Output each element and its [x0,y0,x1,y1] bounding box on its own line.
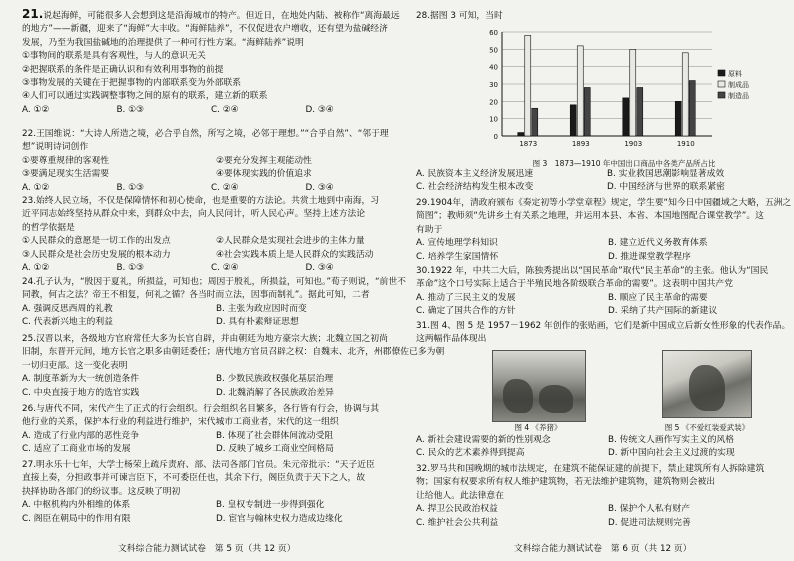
question-text: 有助于 [416,224,443,235]
option-a[interactable]: A. ①② [22,263,50,274]
answer-options [416,503,790,530]
option-d[interactable]: D. ③④ [305,104,334,115]
question-text: 孔子认为，“殷因于夏礼，所损益，可知也；周因于殷礼，所损益，可知也。”荀子则说，“前世不 [36,277,406,287]
bar-1910-1 [682,53,688,136]
answer-options [416,434,790,461]
bar-1873-1 [525,35,531,136]
answer-options [22,499,400,526]
statement: ④社会实践本质上是人民群众的实践活动 [216,249,374,260]
option-c[interactable]: C. 中央直接于地方的选官实践 [22,387,140,398]
statement: ③要满足现实生活需要 [22,169,110,180]
option-b[interactable]: B. 保护个人私有财产 [608,504,691,515]
question-number: 31. [416,321,430,331]
option-d[interactable]: D. 具有朴素辩证思想 [216,317,299,328]
answer-options [416,292,790,319]
answer-options [416,237,790,264]
y-tick-label: 30 [489,81,498,89]
legend-label: 制造品 [728,92,749,100]
option-b[interactable]: B. ①③ [116,104,144,115]
option-d[interactable]: D. 反映了城乡工商业空间格局 [216,444,334,455]
bar-chart [474,26,774,154]
statement: ②要充分发挥主观能动性 [216,155,312,166]
legend-label: 原料 [728,70,742,78]
question-27 [22,459,400,526]
chart-figure-3 [474,26,774,166]
option-c[interactable]: C. ②④ [211,182,239,193]
option-b[interactable]: B. 少数民族政权强化基层治理 [216,374,334,385]
question-text: 同教，何古之法？帝王不相复，何礼之循？各当时而立法，因事而制礼”。据此可知，二者 [22,290,370,301]
figure-5-image [662,350,752,418]
statement: ②人民群众是实现社会进步的主体力量 [216,236,365,247]
question-text: 让给他人。此法律意在 [416,490,504,501]
question-text: 革命”这个口号实际上适合于半殖民地各阶级联合革命的需要”。这表明中国共产党 [416,279,734,290]
figure-4-caption: 图 4 《养猪》 [514,423,562,432]
question-text: 罗马共和国晚期的城市法规定，在建筑不能保证建的前提下，禁止建筑所有人拆除建筑 [430,464,765,474]
question-28-intro [416,10,536,23]
question-text: 一切归吏部。这一变化表明 [22,360,128,371]
question-number: 30. [416,266,430,276]
option-c[interactable]: C. 适应了工商业市场的发展 [22,444,131,455]
question-text: 1904年，清政府颁布《奏定初等小学堂章程》规定，学生要“知今日中国疆域之大略，五洲之 [430,198,792,208]
y-tick-label: 40 [489,63,498,72]
option-b[interactable]: B. 顺应了民主革命的需要 [608,292,708,303]
option-d[interactable]: D. 新中国向社会主义过渡的实现 [608,448,735,459]
legend-swatch [718,70,725,76]
x-tick-label: 1873 [519,140,538,148]
option-a[interactable]: A. 造成了行业内部的恶性竞争 [22,430,140,441]
option-c[interactable]: C. 维护社会公共利益 [416,517,499,528]
bar-1903-1 [630,49,636,136]
question-text: 据图 3 可知，当时 [430,11,503,21]
option-c[interactable]: C. ②④ [211,104,239,115]
answer-options [22,262,400,275]
option-a[interactable]: A. 新社会建设需要的新的性别观念 [416,435,551,445]
bar-1903-2 [637,87,643,136]
statement: ②把握联系的条件是正确认识和有效利用事物的前提 [22,64,224,75]
question-text: 近平同志始终坚持从群众中来，到群众中去，向人民问计，听人民心声。坚持上述方法论 [22,209,366,220]
option-c[interactable]: C. 社会经济结构发生根本改变 [416,182,534,193]
option-a[interactable]: A. 推动了三民主义的发展 [416,292,516,303]
statement: ①要尊重规律的客观性 [22,155,110,166]
statement: ④人们可以通过实践调整事物之间的原有的联系，建立新的联系 [22,91,268,102]
question-text: 他行业的关系，保护本行业的利益进行维护，宋代城市工商业者，宋代的这一组织 [22,417,339,428]
option-d[interactable]: D. 北魏消解了各民族政治差异 [216,387,334,398]
option-c[interactable]: C. 培养学生家国情怀 [416,251,499,262]
x-tick-label: 1893 [571,140,590,148]
question-text: 的哲学依据是 [22,222,75,233]
question-number: 29. [416,198,430,208]
question-number: 27. [22,460,36,470]
statement: ③事物发展的关键在于把握事物的内部联系变为外部联系 [22,78,242,89]
question-32 [416,463,790,530]
statement: ④要体现实践的价值追求 [216,169,312,180]
answer-options [22,373,400,400]
question-text: 这两幅作品体现出 [416,334,487,345]
question-29 [416,197,790,264]
question-30 [416,265,790,319]
question-31 [416,320,790,347]
x-tick-label: 1910 [676,140,695,148]
bar-1873-0 [518,133,524,136]
question-text: 说起海鲜，可能很多人会想到这是沿海城市的特产。但近日，在地处内陆、被称作“离海最远 [43,11,400,21]
question-text: 直接上奏，分担政事并可谏言臣下，不可委臣任也，其余下行，阁臣负责于天下之人，故 [22,473,366,484]
question-text: 始终人民立场，不仅是保障情怀和初心使命，也是重要的方法论。共赏土地到中南海，习 [36,196,380,206]
option-a[interactable]: A. 宣传地理学科知识 [416,238,498,249]
answer-options [22,182,400,195]
option-b[interactable]: B. 建立近代义务教育体系 [608,238,708,249]
bar-1893-0 [570,105,576,136]
option-c[interactable]: C. 代表新兴地主的利益 [22,317,113,328]
question-25 [22,333,445,400]
y-tick-label: 10 [489,115,498,124]
option-a[interactable]: A. 强调反思西周的礼教 [22,303,113,314]
page-footer: 文科综合能力测试试卷 第 6 页（共 12 页） [514,544,692,554]
statement: ③人民群众是社会历史发展的根本动力 [22,249,171,260]
question-number: 26. [22,404,36,414]
option-d[interactable]: D. 推进课堂教学程序 [608,251,691,262]
question-text: 发展，乃至为我国盐碱地的治理提供了一种可行性方案。“海鲜陆养”说明 [22,37,304,48]
question-text: 的地方”——新疆，迎来了“海鲜”大丰收。“海鲜陆养”，不仅促进农户增收，还有望为盐碱经济 [22,24,388,35]
option-b[interactable]: B. 实业救国思潮影响显著成效 [607,169,725,179]
statement: ①事物间的联系是具有客观性，与人的意识无关 [22,51,206,62]
question-text: 物；国家有权要求所有权人维护建筑物，若无法维护建筑物，建筑物则会被出 [416,477,716,488]
question-26 [22,403,400,457]
question-24 [22,276,406,330]
question-number: 28. [416,11,430,21]
option-b[interactable]: B. ①③ [116,182,144,193]
option-b[interactable]: B. 皇权专制进一步得到强化 [216,500,325,511]
figure-4-image [492,350,586,422]
question-text: 王国维说：“大诗人所造之境，必合乎自然，所写之境，必邻于理想。”“合乎自然”、“邻于理 [36,129,389,139]
legend-swatch [718,81,725,87]
question-21 [22,8,400,117]
answer-options [22,104,400,117]
option-d[interactable]: D. 宦官与翰林史权力造成边缘化 [216,513,343,524]
option-a[interactable]: A. ①② [22,104,50,115]
question-text: 1922 年，中共二大后，陈独秀提出以“国民革命”取代“民主革命”的主张。他认为“国民 [430,266,769,276]
right-page [404,0,794,561]
y-tick-label: 50 [489,46,498,55]
question-text: 与唐代不同，宋代产生了正式的行会组织。行会组织名目繁多，各行皆有行会，协调与其 [36,404,380,414]
option-a[interactable]: A. 中枢机构内外相维的体系 [22,500,131,511]
question-23 [22,195,400,275]
bar-1893-2 [584,87,590,136]
option-c[interactable]: C. 阁臣在朝局中的作用有限 [22,513,131,524]
question-text: 明永乐十七年，大学士杨荣上疏斥责府、部、法司各部门官员。朱元帝批示：“天子近臣 [36,460,375,470]
option-a[interactable]: A. 民族资本主义经济发展迅速 [416,169,534,179]
answer-options [22,430,400,457]
page-footer: 文科综合能力测试试卷 第 5 页（共 12 页） [118,544,296,554]
question-text: 图 4、图 5 是 1957－1962 年创作的张贴画，它们是新中国成立后新女性形象的代表作品。 [430,321,791,331]
question-text: 简图”；教师须“先讲乡土有关系之地理，并运用本县、本省、本国地图配合课堂教学”。这 [416,211,764,222]
y-tick-label: 0 [493,133,498,141]
question-22 [22,128,400,195]
question-number: 21. [22,7,44,21]
option-d[interactable]: D. ③④ [305,263,334,274]
option-c[interactable]: C. ②④ [211,263,239,274]
question-31-options [416,434,790,461]
statement: ①人民群众的意愿是一切工作的出发点 [22,236,171,247]
option-c[interactable]: C. 民众的艺术素养得到提高 [416,448,525,459]
legend-label: 制成品 [728,81,749,89]
option-d[interactable]: D. 中国经济与世界的联系紧密 [607,182,725,193]
bar-1903-0 [623,98,629,136]
option-d[interactable]: D. 采纳了共产国际的新建议 [608,306,718,317]
legend-swatch [718,92,725,98]
option-d[interactable]: D. 促进司法规则完善 [608,517,691,528]
x-tick-label: 1903 [624,140,643,148]
chart-caption: 图 3 1873—1910 年中国出口商品中各类产品所占比 [532,159,716,168]
question-number: 25. [22,334,36,344]
question-28 [416,168,788,195]
question-text: 汉晋以来，各级地方官府常任大多为长官自辟，并由朝廷为地方豪宗大族；北魏立国之初尚 [36,334,388,344]
option-a[interactable]: A. ①② [22,182,50,193]
option-b[interactable]: B. ①③ [116,263,144,274]
question-number: 24. [22,277,36,287]
question-number: 23. [22,196,36,206]
option-b[interactable]: B. 体现了社会群体间流动受阻 [216,430,334,441]
bar-1873-2 [532,108,538,136]
option-b[interactable]: B. 主张为政应因时而变 [216,303,307,314]
y-tick-label: 20 [489,98,498,107]
bar-1910-2 [689,81,695,136]
option-d[interactable]: D. ③④ [305,182,334,193]
option-c[interactable]: C. 确定了国共合作的方针 [416,306,516,317]
y-tick-label: 60 [489,29,498,37]
option-b[interactable]: B. 传统文人画作写实主义的风格 [608,435,734,445]
question-text: 想”说明诗词创作 [22,142,89,153]
answer-options [416,168,788,195]
answer-options [22,303,400,330]
bar-1893-1 [577,46,583,136]
question-text: 旧制，东晋开元间，地方长官之职多由朝廷委任；唐代地方官员召辟之权：自魏末、北齐，州郡僚佐已多为朝 [22,347,445,358]
question-text: 抉择协助各部门的纷议事。这反映了明初 [22,486,181,497]
statements [22,155,400,182]
option-a[interactable]: A. 捍卫公民政治权益 [416,504,498,515]
bar-1910-0 [675,101,681,136]
option-a[interactable]: A. 制度革新为大一统创造条件 [22,374,140,385]
question-number: 32. [416,464,430,474]
question-number: 22. [22,129,36,139]
figure-5-caption: 图 5 《不爱红装爱武装》 [664,423,750,432]
statements [22,235,400,262]
